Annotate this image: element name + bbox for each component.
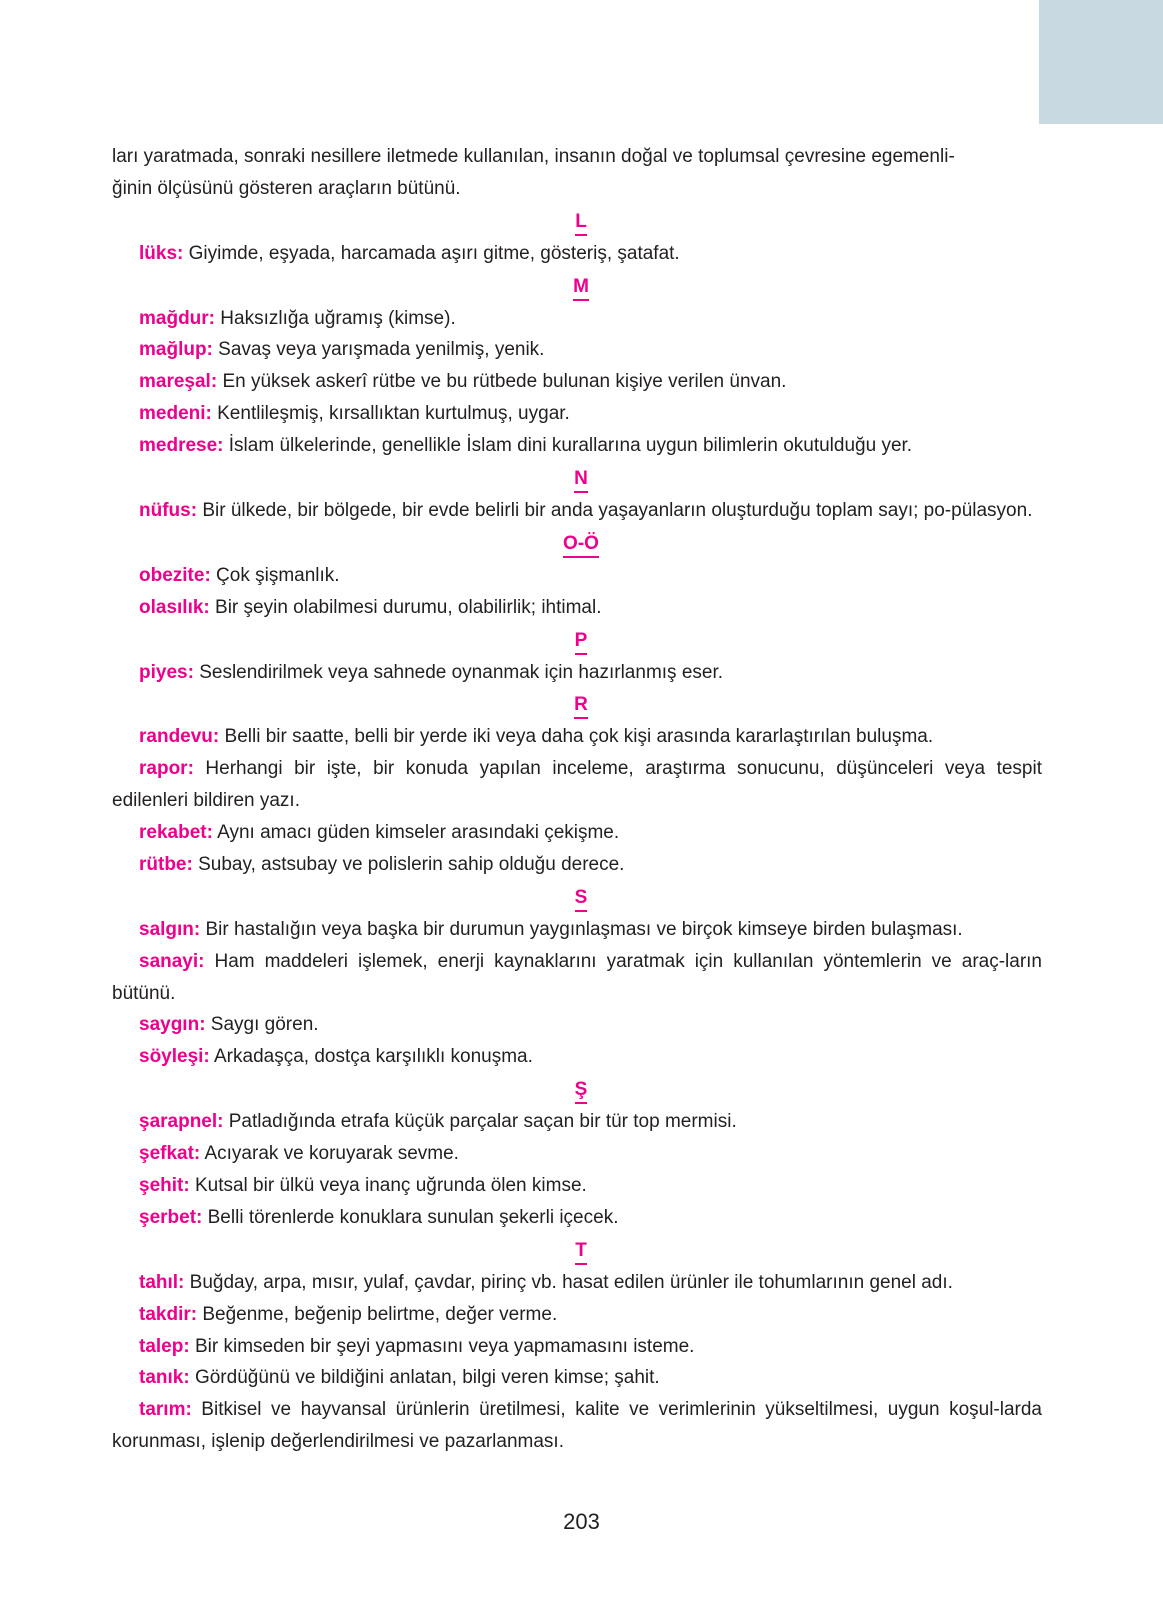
page-number: 203	[563, 1509, 600, 1534]
letter-heading-row	[112, 1073, 1042, 1106]
glossary-entry	[112, 1202, 1042, 1234]
glossary-entry	[112, 914, 1042, 946]
glossary-term: olasılık:	[139, 596, 210, 618]
glossary-term: şerbet:	[139, 1206, 203, 1228]
glossary-entry	[112, 1394, 1042, 1458]
glossary-entry	[112, 398, 1042, 430]
letter-heading-row	[112, 270, 1042, 303]
letter-heading-row	[112, 881, 1042, 914]
letter-heading-row	[112, 688, 1042, 721]
glossary-definition: Acıyarak ve koruyarak sevme.	[200, 1143, 459, 1165]
glossary-entry	[112, 303, 1042, 335]
glossary-definition: Seslendirilmek veya sahnede oynanmak için hazırlanmış eser.	[193, 661, 724, 683]
glossary-term: randevu:	[139, 726, 220, 748]
glossary-definition: Bir ülkede, bir bölgede, bir evde belirli bir anda yaşayanların oluşturduğu toplam sayı; po-pülasyon.	[197, 499, 1033, 521]
glossary-term: mağlup:	[139, 339, 213, 361]
glossary-definition: İslam ülkelerinde, genellikle İslam dini kurallarına uygun bilimlerin okutulduğu yer.	[223, 435, 913, 457]
glossary-entry	[112, 366, 1042, 398]
glossary-entry	[112, 495, 1042, 527]
letter-heading: O-Ö	[563, 533, 599, 558]
glossary-entry	[112, 560, 1042, 592]
glossary-definition: Bir hastalığın veya başka bir durumun yaygınlaşması ve birçok kimseye birden bulaşması.	[200, 918, 963, 940]
glossary-definition: Haksızlığa uğramış (kimse).	[215, 307, 456, 329]
glossary-definition: Bir şeyin olabilmesi durumu, olabilirlik; ihtimal.	[209, 596, 602, 618]
glossary-definition: Herhangi bir işte, bir konuda yapılan inceleme, araştırma sonucunu, düşünceleri veya tespit edilenleri bildiren yazı.	[112, 758, 1042, 812]
glossary-entry	[112, 721, 1042, 753]
glossary-term: şarapnel:	[139, 1111, 224, 1133]
glossary-term: saygın:	[139, 1014, 206, 1036]
glossary-definition: Ham maddeleri işlemek, enerji kaynaklarını yaratmak için kullanılan yöntemlerin ve araç-ların bütünü.	[112, 950, 1042, 1004]
glossary-term: salgın:	[139, 918, 201, 940]
letter-heading-row	[112, 624, 1042, 657]
glossary-content	[112, 141, 1042, 1458]
glossary-definition: Saygı gören.	[205, 1014, 319, 1036]
letter-heading: L	[575, 211, 587, 236]
glossary-definition: Subay, astsubay ve polislerin sahip olduğu derece.	[192, 853, 625, 875]
glossary-definition: Belli bir saatte, belli bir yerde iki veya daha çok kişi arasında kararlaştırılan buluşma.	[219, 726, 934, 748]
letter-heading: Ş	[575, 1079, 588, 1104]
intro-line-1: ları yaratmada, sonraki nesillere iletmede kullanılan, insanın doğal ve toplumsal çevresine egemenli-	[112, 146, 955, 167]
letter-heading-row	[112, 462, 1042, 495]
glossary-term: talep:	[139, 1335, 190, 1357]
glossary-entry	[112, 1009, 1042, 1041]
glossary-sections	[112, 205, 1042, 1458]
glossary-definition: Savaş veya yarışmada yenilmiş, yenik.	[212, 339, 545, 361]
glossary-term: lüks:	[139, 242, 184, 264]
glossary-entry	[112, 657, 1042, 689]
glossary-definition: Buğday, arpa, mısır, yulaf, çavdar, pirinç vb. hasat edilen ürünler ile tohumlarının genel adı.	[184, 1271, 953, 1293]
letter-heading: T	[575, 1240, 587, 1265]
glossary-entry	[112, 849, 1042, 881]
glossary-definition: Bir kimseden bir şeyi yapmasını veya yapmamasını isteme.	[189, 1335, 695, 1357]
glossary-term: tahıl:	[139, 1271, 185, 1293]
glossary-term: tarım:	[139, 1399, 192, 1421]
letter-heading: R	[574, 694, 588, 719]
glossary-term: piyes:	[139, 661, 194, 683]
glossary-term: obezite:	[139, 564, 211, 586]
letter-heading-row	[112, 205, 1042, 238]
glossary-term: tanık:	[139, 1367, 190, 1389]
glossary-entry	[112, 1170, 1042, 1202]
glossary-entry	[112, 1106, 1042, 1138]
glossary-definition: Arkadaşça, dostça karşılıklı konuşma.	[209, 1046, 533, 1068]
glossary-term: rapor:	[139, 758, 194, 780]
glossary-term: mareşal:	[139, 371, 218, 393]
letter-heading-row	[112, 1234, 1042, 1267]
glossary-entry	[112, 1138, 1042, 1170]
glossary-definition: Kutsal bir ülkü veya inanç uğrunda ölen kimse.	[189, 1175, 587, 1196]
glossary-definition: Beğenme, beğenip belirtme, değer verme.	[197, 1303, 558, 1325]
glossary-entry	[112, 1362, 1042, 1394]
glossary-definition: Aynı amacı güden kimseler arasındaki çekişme.	[212, 822, 620, 844]
glossary-definition: Bitkisel ve hayvansal ürünlerin üretilmesi, kalite ve verimlerinin yükseltilmesi, uygun koşul-larda korunması, işlenip değerlendirilmesi ve pazarlanması.	[112, 1399, 1042, 1453]
letter-heading-row	[112, 527, 1042, 560]
glossary-entry	[112, 238, 1042, 270]
letter-heading: P	[575, 630, 588, 655]
glossary-term: takdir:	[139, 1303, 198, 1325]
letter-heading: S	[575, 887, 588, 912]
glossary-term: rekabet:	[139, 822, 213, 844]
glossary-entry	[112, 1299, 1042, 1331]
glossary-entry	[112, 946, 1042, 1010]
letter-heading: M	[573, 276, 589, 301]
intro-line-2: ğinin ölçüsünü gösteren araçların bütünü.	[112, 177, 461, 199]
glossary-term: şehit:	[139, 1175, 190, 1196]
glossary-entry	[112, 753, 1042, 817]
glossary-entry	[112, 334, 1042, 366]
glossary-term: nüfus:	[139, 499, 198, 521]
glossary-term: medeni:	[139, 403, 212, 425]
glossary-definition: Kentlileşmiş, kırsallıktan kurtulmuş, uygar.	[211, 403, 570, 425]
letter-heading: N	[574, 468, 588, 493]
glossary-definition: En yüksek askerî rütbe ve bu rütbede bulunan kişiye verilen ünvan.	[217, 371, 787, 393]
glossary-term: rütbe:	[139, 853, 193, 875]
glossary-definition: Giyimde, eşyada, harcamada aşırı gitme, gösteriş, şatafat.	[183, 242, 680, 264]
glossary-definition: Çok şişmanlık.	[210, 564, 340, 586]
glossary-definition: Belli törenlerde konuklara sunulan şekerli içecek.	[202, 1206, 619, 1228]
glossary-term: sanayi:	[139, 950, 205, 972]
glossary-term: şefkat:	[139, 1143, 201, 1165]
glossary-entry	[112, 430, 1042, 462]
glossary-entry	[112, 817, 1042, 849]
glossary-term: mağdur:	[139, 307, 215, 329]
glossary-term: söyleşi:	[139, 1046, 210, 1068]
glossary-entry	[112, 592, 1042, 624]
glossary-entry	[112, 1267, 1042, 1299]
intro-paragraph	[112, 141, 1042, 205]
glossary-term: medrese:	[139, 435, 224, 457]
corner-color-block	[1039, 0, 1163, 124]
glossary-entry	[112, 1331, 1042, 1363]
glossary-definition: Patladığında etrafa küçük parçalar saçan bir tür top mermisi.	[223, 1111, 737, 1133]
glossary-entry	[112, 1041, 1042, 1073]
glossary-definition: Gördüğünü ve bildiğini anlatan, bilgi veren kimse; şahit.	[189, 1367, 660, 1389]
